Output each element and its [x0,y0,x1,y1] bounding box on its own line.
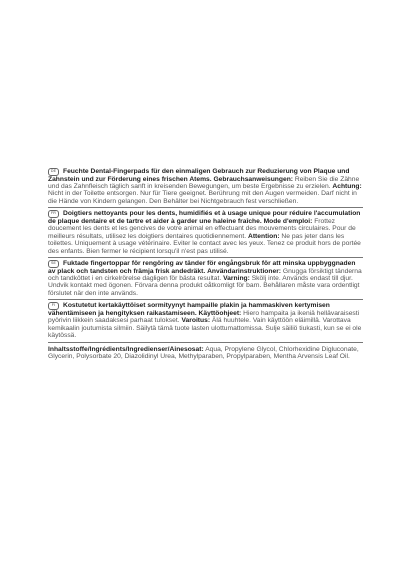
warning-text: Skölj inte. Används endast till djur. Undvik kontakt med ögonen. Förvara denna produkt oåtkomligt för barn. Behållaren måste vara ordentligt förslutet när den inte används. [48,275,360,297]
warning-heading: Achtung: [332,182,362,190]
product-label [48,168,363,363]
usage-text: Hiero hampaita ja ikeniä hellävaraisesti pyörivin liikkein saadaksesi parhaat tulokset. [48,309,360,325]
section-french [48,208,363,258]
usage-heading: Mode d'emploi: [263,217,313,225]
flag-icon: SE [48,260,59,268]
section-finnish [48,300,363,342]
usage-heading: Käyttöohjeet: [198,309,242,317]
flag-icon: DE [48,168,59,176]
warning-text: Älä huuhtele. Vain käyttöön eläimillä. Varottava kemikaalin joutumista silmiin. Säilytä tämä tuote lasten ulottumattomissa. Sulje säiliö tiukasti, kun se ei ole käytössä. [48,317,362,340]
section-swedish [48,258,363,300]
warning-text: Ne pas jeter dans les toilettes. Uniquement à usage vétérinaire. Eviter le contact avec les yeux. Tenez ce produit hors de portée des enfants. Bien fermer le récipient lorsqu'il n'est pas utilisé. [48,232,361,255]
warning-heading: Varning: [223,275,250,283]
usage-text: Gnugga försiktigt tänderna och tandköttet i en cirkelrörelse dagligen för bästa resultat. [48,267,362,283]
ingredients-heading: Inhaltsstoffe/Ingrédients/Ingredienser/Ainesosat: [48,345,204,353]
usage-heading: Användarinstruktioner: [207,267,282,275]
section-title: Kostutetut kertakäyttöiset sormityynyt hampaille plakin ja hammaskiven kertymisen vähentämiseen ja hengityksen raikastamiseen. [48,302,330,317]
ingredients-text: Aqua, Propylene Glycol, Chlorhexidine Digluconate, Glycerin, Polysorbate 20, Diazolidinyl Urea, Methylparaben, Propylparaben, Mentha Arvensis Leaf Oil. [48,345,359,361]
warning-text: Nicht in der Toilette entsorgen. Nur für Tiere geeignet. Berührung mit den Augen vermeiden. Darf nicht in die Hände von Kindern gelangen. Den Behälter bei Nichtgebrauch fest verschließen. [48,190,357,205]
section-title: Fuktade fingertoppar för rengöring av tänder för engångsbruk för att minska uppbyggnaden av plack och tandsten och främja frisk andedräkt. [48,260,356,275]
warning-heading: Varoitus: [181,317,211,325]
section-german [48,168,363,208]
section-title: Feuchte Dental-Fingerpads für den einmaligen Gebrauch zur Reduzierung von Plaque und Zahnstein und zur Förderung eines frischen Atems. [48,168,350,183]
flag-icon: FR [48,210,59,218]
usage-heading: Gebrauchsanweisungen: [213,175,294,183]
flag-icon: FI [48,302,59,310]
section-title: Doigtiers nettoyants pour les dents, humidifiés et à usage unique pour réduire l'accumulation de plaque dentaire et de tartre et aider à garder une haleine fraîche. [48,210,361,225]
warning-heading: Attention: [247,232,280,240]
usage-text: Frottez doucement les dents et les gencives de votre animal en effectuant des mouvements circulaires. Pour de meilleurs résultats, utilisez les doigtiers dentaires quotidiennement. [48,217,356,240]
ingredients-section [48,343,363,363]
usage-text: Reiben Sie die Zähne und das Zahnfleisch täglich sanft in kreisenden Bewegungen, um beste Ergebnisse zu erzielen. [48,175,360,190]
